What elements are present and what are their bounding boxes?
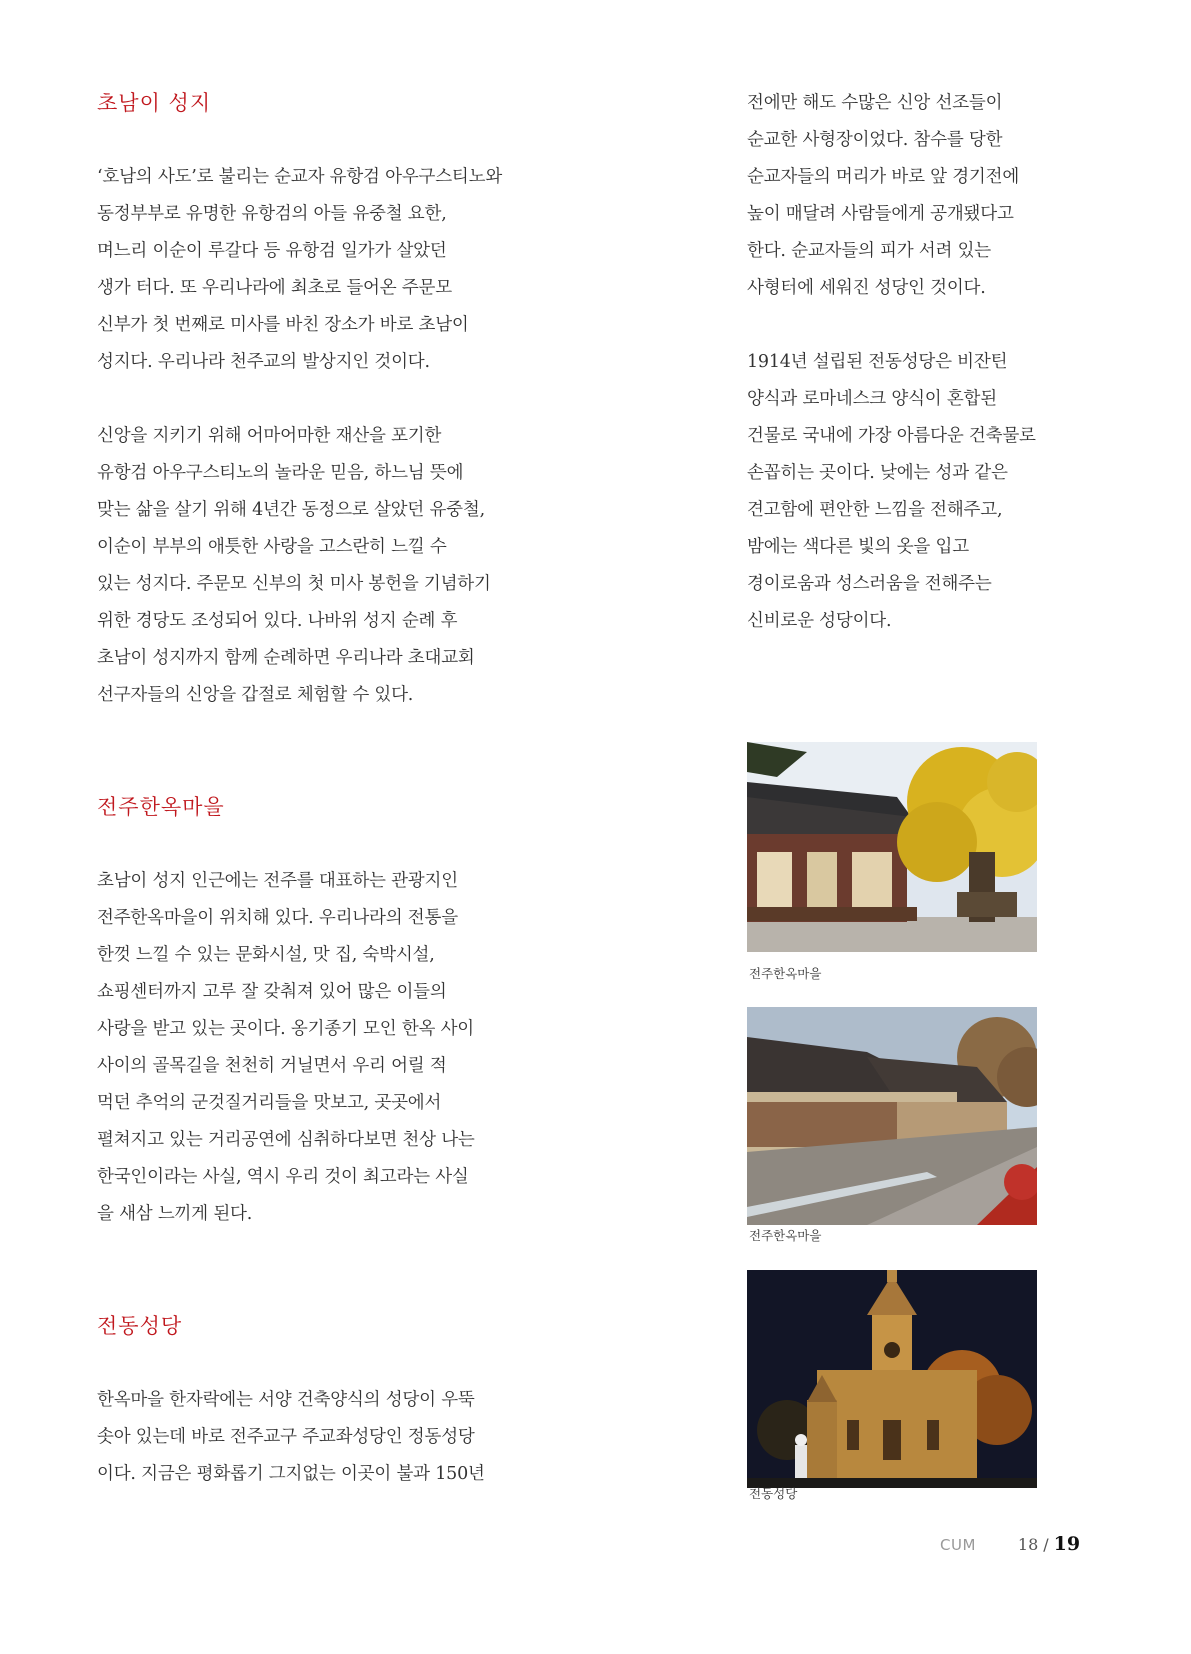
magazine-name: CUM xyxy=(940,1536,976,1554)
photo-caption-2: 전주한옥마을 xyxy=(749,1228,822,1243)
paragraph-chonami-2: 신앙을 지키기 위해 어마어마한 재산을 포기한 유항검 아우구스티노의 놀라운 믿음, 하느님 뜻에 맞는 삶을 살기 위해 4년간 동정으로 살았던 유중철, 이순이 부부의 애틋한 사랑을 고스란히 느낄 수 있는 성지다. 주문모 신부의 첫 미사 봉헌을 기념하기 위한 경당도 조성되어 있다. 나바위 성지 순례 후 초남이 성지까지 함께 순례하면 우리나라 초대교회 선구자들의 신앙을 갑절로 체험할 수 있다. xyxy=(97,426,491,705)
page-footer xyxy=(940,1533,1080,1555)
section-heading-jeondong: 전동성당 xyxy=(97,1314,183,1338)
page-separator: / xyxy=(1043,1535,1049,1554)
paragraph-jeondong-3: 1914년 설립된 전동성당은 비잔틴 양식과 로마네스크 양식이 혼합된 건물로 국내에 가장 아름다운 건축물로 손꼽히는 곳이다. 낮에는 성과 같은 견고함에 편안한 느낌을 전해주고, 밤에는 색다른 빛의 옷을 입고 경이로움과 성스러움을 전해주는 신비로운 성당이다. xyxy=(747,352,1036,631)
photo-caption-1: 전주한옥마을 xyxy=(749,966,822,981)
photo-caption-3: 전동성당 xyxy=(749,1486,798,1501)
paragraph-jeondong-2: 전에만 해도 수많은 신앙 선조들이 순교한 사형장이었다. 참수를 당한 순교자들의 머리가 바로 앞 경기전에 높이 매달려 사람들에게 공개됐다고 한다. 순교자들의 피가 서려 있는 사형터에 세워진 성당인 것이다. xyxy=(747,93,1020,298)
section-heading-hanok: 전주한옥마을 xyxy=(97,795,225,819)
photo-hanok-village-1 xyxy=(747,742,1037,952)
page-number-left: 18 xyxy=(1017,1535,1039,1554)
left-column xyxy=(97,85,552,1493)
photo-hanok-village-2 xyxy=(747,1007,1037,1225)
right-column xyxy=(747,85,1092,640)
section-heading-chonami: 초남이 성지 xyxy=(97,91,212,115)
page-number-right: 19 xyxy=(1053,1533,1081,1555)
photo-jeondong-cathedral xyxy=(747,1270,1037,1488)
paragraph-chonami-1: ‘호남의 사도’로 불리는 순교자 유항검 아우구스티노와 동정부부로 유명한 유항검의 아들 유중철 요한, 며느리 이순이 루갈다 등 유항검 일가가 살았던 생가 터다. 또 우리나라에 최초로 들어온 주문모 신부가 첫 번째로 미사를 바친 장소가 바로 초남이 성지다. 우리나라 천주교의 발상지인 것이다. xyxy=(97,167,503,372)
paragraph-hanok-1: 초남이 성지 인근에는 전주를 대표하는 관광지인 전주한옥마을이 위치해 있다. 우리나라의 전통을 한껏 느낄 수 있는 문화시설, 맛 집, 숙박시설, 쇼핑센터까지 고루 잘 갖춰져 있어 많은 이들의 사랑을 받고 있는 곳이다. 옹기종기 모인 한옥 사이 사이의 골목길을 천천히 거닐면서 우리 어릴 적 먹던 추억의 군것질거리들을 맛보고, 곳곳에서 펼쳐지고 있는 거리공연에 심취하다보면 천상 나는 한국인이라는 사실, 역시 우리 것이 최고라는 사실 을 새삼 느끼게 된다. xyxy=(97,871,475,1224)
paragraph-jeondong-1: 한옥마을 한자락에는 서양 건축양식의 성당이 우뚝 솟아 있는데 바로 전주교구 주교좌성당인 정동성당 이다. 지금은 평화롭기 그지없는 이곳이 불과 150년 xyxy=(97,1390,485,1484)
